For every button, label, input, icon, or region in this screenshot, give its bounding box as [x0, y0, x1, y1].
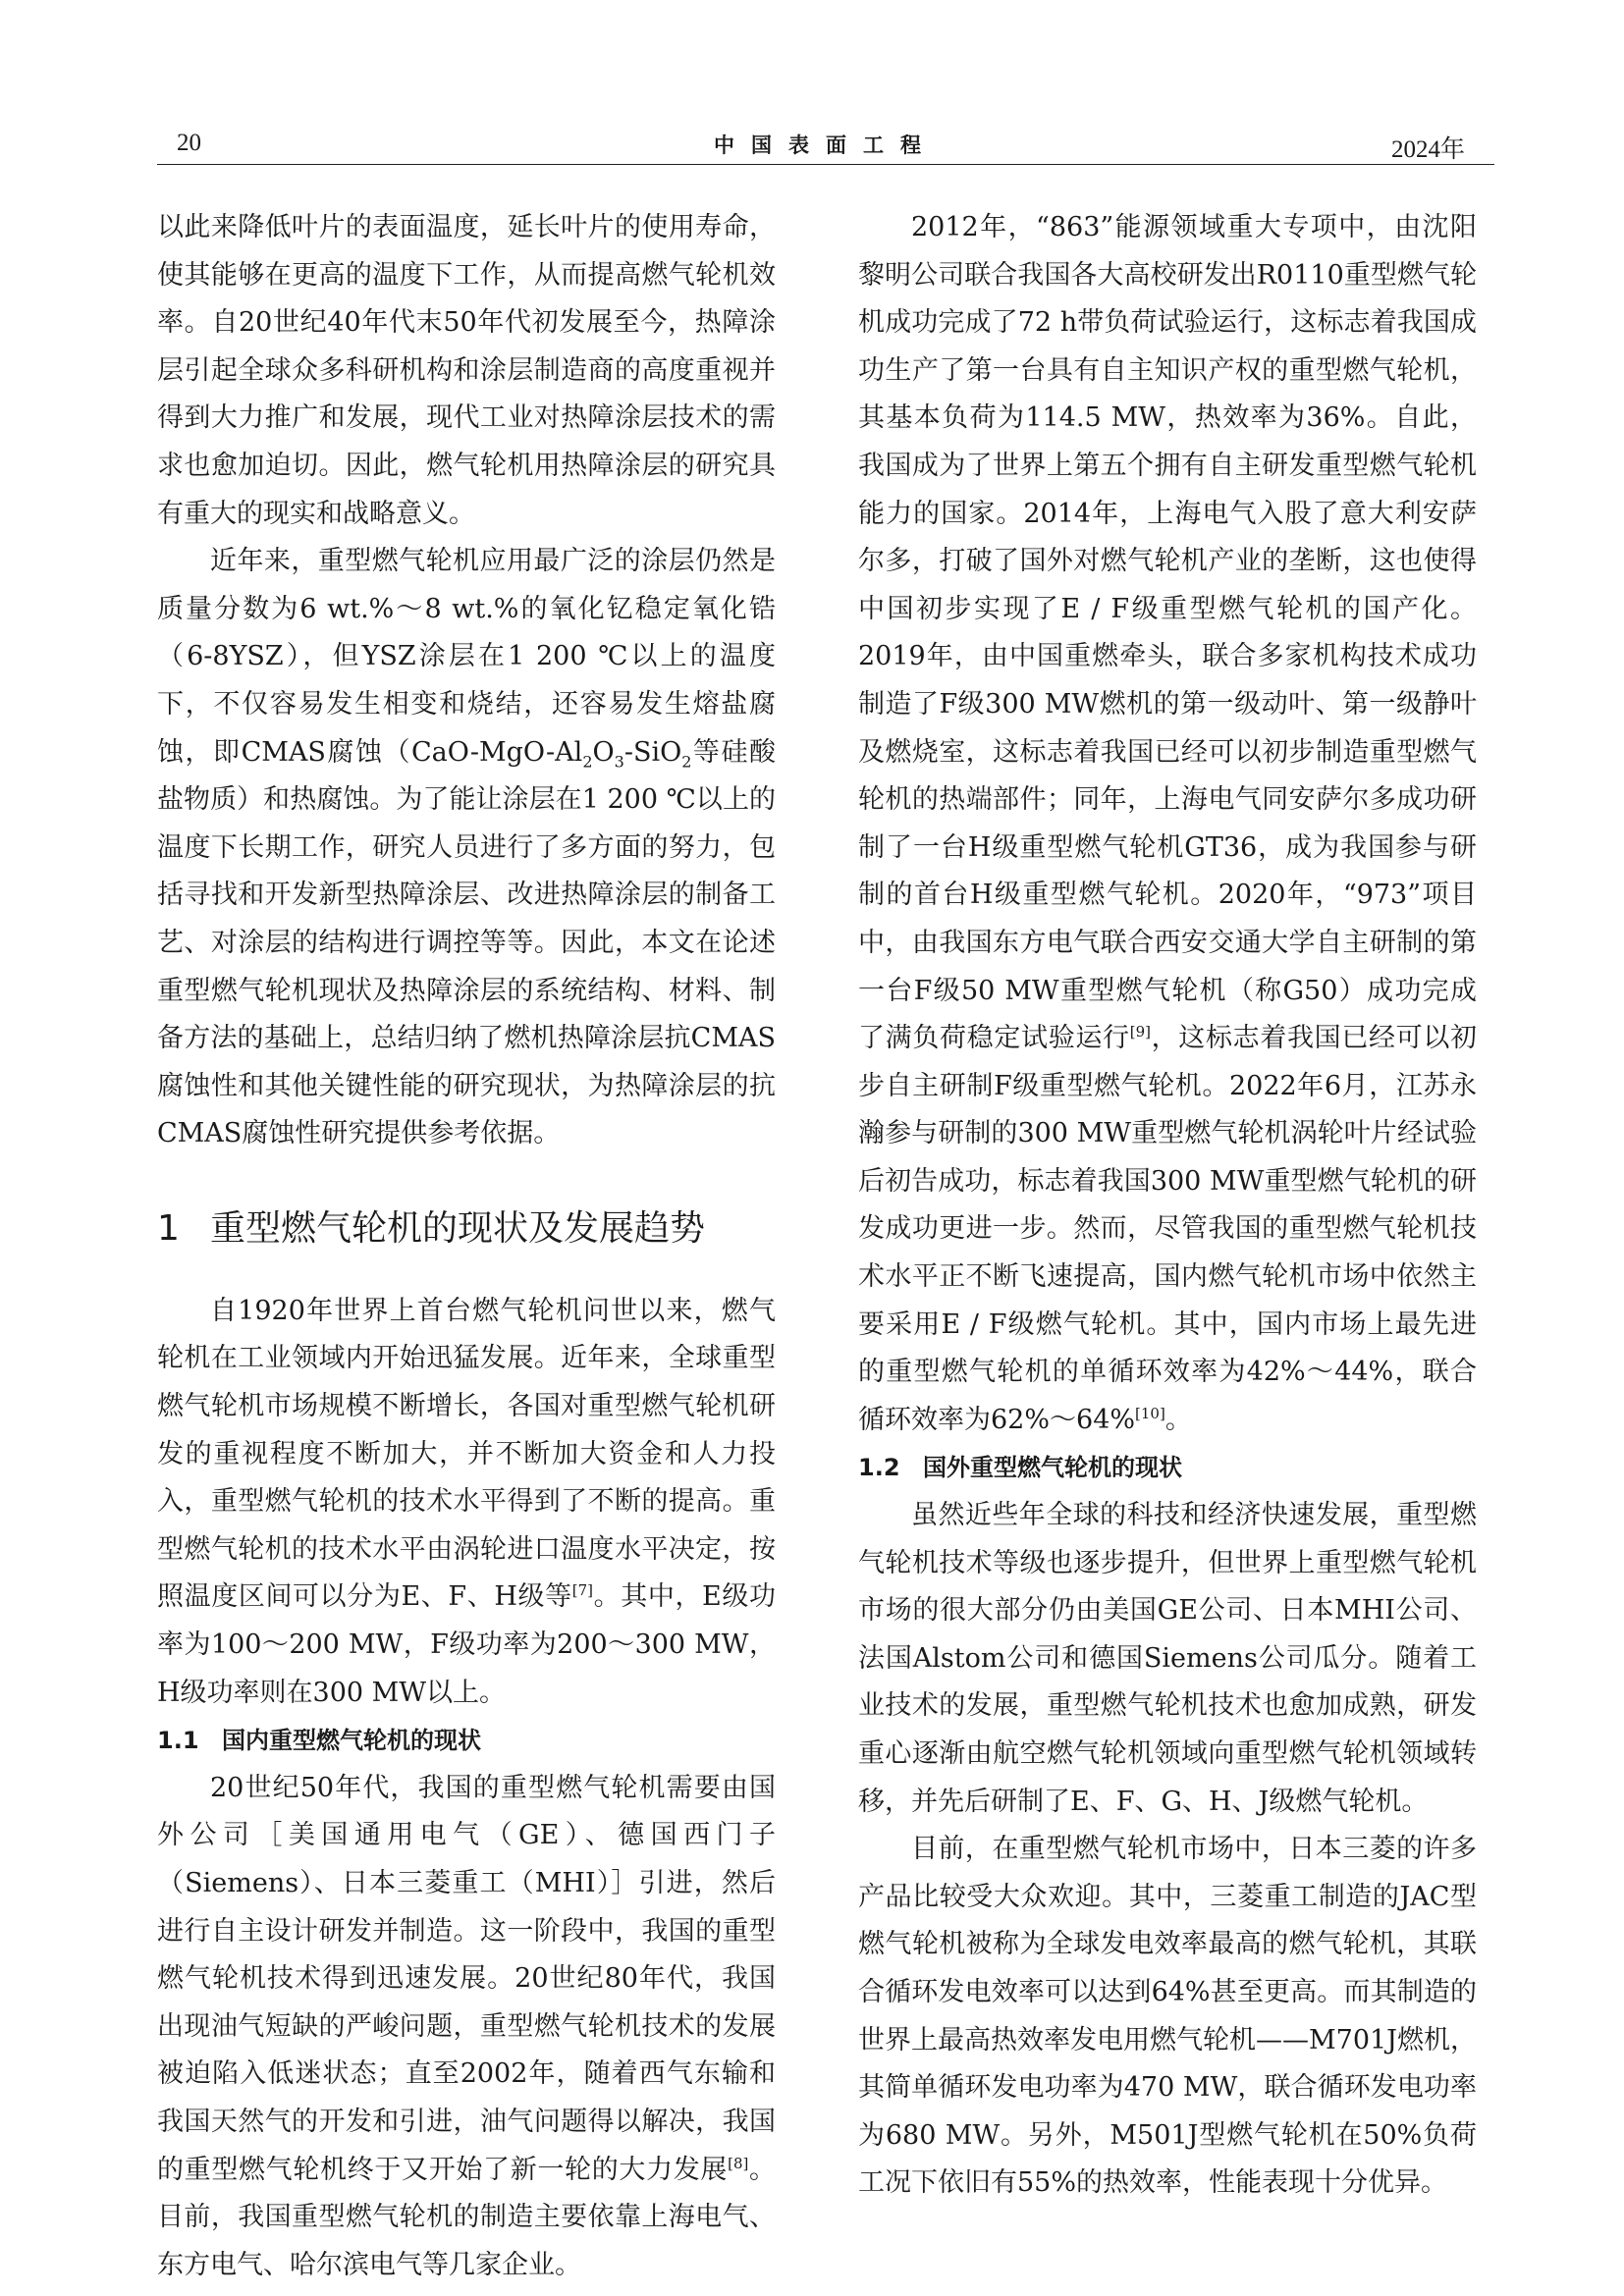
- citation-ref[interactable]: [10]: [1135, 1404, 1165, 1422]
- subsection-heading-1-1: 1.1 国内重型燃气轮机的现状: [157, 1727, 481, 1755]
- section-heading-1: 1 重型燃气轮机的现状及发展趋势: [157, 1207, 706, 1249]
- issue-year: 2024年: [1390, 136, 1465, 163]
- paragraph-domestic: 20世纪50年代，我国的重型燃气轮机需要由国外公司［美国通用电气（GE）、德国西门子（Siemens）、日本三菱重工（MHI）］引进，然后进行自主设计研发并制造。这一阶段中，我国的重型燃气轮机技术得到迅速发展。20世纪80年代，我国出现油气短缺的严峻问题，重型燃气轮机技术的发展被迫陷入低迷状态；直至2002年，随着西气东输和我国天然气的开发和引进，油气问题得以解决，我国的重型燃气轮机终于又开始了新一轮的大力发展[8]。目前，我国重型燃气轮机的制造主要依靠上海电气、东方电气、哈尔滨电气等几家企业。: [157, 1772, 777, 2280]
- right-column: [858, 204, 1477, 2208]
- citation-ref[interactable]: [9]: [1129, 1023, 1151, 1041]
- paragraph-mitsubishi: 目前，在重型燃气轮机市场中，日本三菱的许多产品比较受大众欢迎。其中，三菱重工制造的JAC型燃气轮机被称为全球发电效率最高的燃气轮机，其联合循环发电效率可以达到64%甚至更高。而其制造的世界上最高热效率发电用燃气轮机——M701J燃机，其简单循环发电功率为470 MW，联合循环发电功率为680 MW。另外，M501J型燃气轮机在50%负荷工况下依旧有55%的热效率，性能表现十分优异。: [858, 1834, 1478, 2199]
- journal-title: 中国表面工程: [714, 133, 938, 157]
- paragraph-milestones: 2012年，“863”能源领域重大专项中，由沈阳黎明公司联合我国各大高校研发出R0110重型燃气轮机成功完成了72 h带负荷试验运行，这标志着我国成功生产了第一台具有自主知识产权的重型燃气轮机，其基本负荷为114.5 MW，热效率为36%。自此，我国成为了世界上第五个拥有自主研发重型燃气轮机能力的国家。2014年，上海电气入股了意大利安萨尔多，打破了国外对燃气轮机产业的垄断，这也使得中国初步实现了E / F级重型燃气轮机的国产化。2019年，由中国重燃牵头，联合多家机构技术成功制造了F级300 MW燃机的第一级动叶、第一级静叶及燃烧室，这标志着我国已经可以初步制造重型燃气轮机的热端部件；同年，上海电气同安萨尔多成功研制了一台H级重型燃气轮机GT36，成为我国参与研制的首台H级重型燃气轮机。2020年，“973”项目中，由我国东方电气联合西安交通大学自主研制的第一台F级50 MW重型燃气轮机（称G50）成功完成了满负荷稳定试验运行[9]，这标志着我国已经可以初步自主研制F级重型燃气轮机。2022年6月，江苏永瀚参与研制的300 MW重型燃气轮机涡轮叶片经试验后初告成功，标志着我国300 MW重型燃气轮机的研发成功更进一步。然而，尽管我国的重型燃气轮机技术水平正不断飞速提高，国内燃气轮机市场中依然主要采用E / F级燃气轮机。其中，国内市场上最先进的重型燃气轮机的单循环效率为42%～44%，联合循环效率为62%～64%[10]。: [858, 212, 1478, 1435]
- paragraph-foreign: 虽然近些年全球的科技和经济快速发展，重型燃气轮机技术等级也逐步提升，但世界上重型燃气轮机市场的很大部分仍由美国GE公司、日本MHI公司、法国Alstom公司和德国Siemens公司瓜分。随着工业技术的发展，重型燃气轮机技术也愈加成熟，研发重心逐渐由航空燃气轮机领域向重型燃气轮机领域转移，并先后研制了E、F、G、H、J级燃气轮机。: [858, 1500, 1477, 1817]
- running-header: [157, 126, 1494, 165]
- header-rule: [157, 164, 1494, 165]
- page-number: 20: [177, 130, 201, 156]
- paragraph-history: 自1920年世界上首台燃气轮机问世以来，燃气轮机在工业领域内开始迅猛发展。近年来，全球重型燃气轮机市场规模不断增长，各国对重型燃气轮机研发的重视程度不断加大，并不断加大资金和人力投入，重型燃气轮机的技术水平得到了不断的提高。重型燃气轮机的技术水平由涡轮进口温度水平决定，按照温度区间可以分为E、F、H级等[7]。其中，E级功率为100～200 MW，F级功率为200～300 MW，H级功率则在300 MW以上。: [157, 1295, 776, 1708]
- subsection-heading-1-2: 1.2 国外重型燃气轮机的现状: [858, 1454, 1182, 1482]
- paragraph-coatings: 近年来，重型燃气轮机应用最广泛的涂层仍然是质量分数为6 wt.%～8 wt.%的氧化钇稳定氧化锆（6-8YSZ），但YSZ涂层在1 200 ℃以上的温度下，不仅容易发生相变和烧结，还容易发生熔盐腐蚀，即CMAS腐蚀（$CaO-MgO-Al_2O_3-SiO_2$等硅酸盐物质）和热腐蚀。为了能让涂层在1 200 ℃以上的温度下长期工作，研究人员进行了多方面的努力，包括寻找和开发新型热障涂层、改进热障涂层的制备工艺、对涂层的结构进行调控等等。因此，本文在论述重型燃气轮机现状及热障涂层的系统结构、材料、制备方法的基础上，总结归纳了燃机热障涂层抗CMAS腐蚀性和其他关键性能的研究现状，为热障涂层的抗CMAS腐蚀性研究提供参考依据。: [157, 546, 776, 1149]
- citation-ref[interactable]: [7]: [571, 1581, 593, 1600]
- paragraph-continued: 以此来降低叶片的表面温度，延长叶片的使用寿命，使其能够在更高的温度下工作，从而提高燃气轮机效率。自20世纪40年代末50年代初发展至今，热障涂层引起全球众多科研机构和涂层制造商的高度重视并得到大力推广和发展，现代工业对热障涂层技术的需求也愈加迫切。因此，燃气轮机用热障涂层的研究具有重大的现实和战略意义。: [157, 212, 776, 529]
- left-column: [157, 204, 776, 2289]
- citation-ref[interactable]: [8]: [728, 2154, 749, 2172]
